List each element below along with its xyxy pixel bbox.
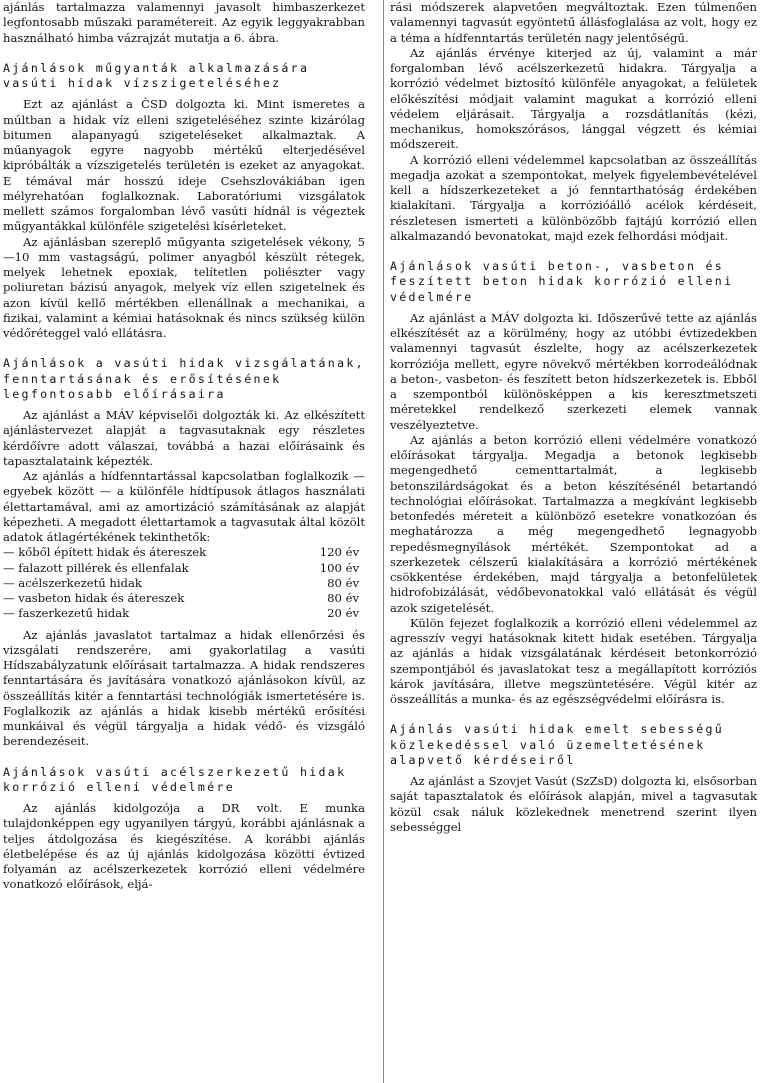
list-item-label: — faszerkezetű hidak (3, 606, 129, 621)
paragraph: ajánlás tartalmazza valamennyi javasolt himbaszerkezet legfontosabb műszaki paramétereit. Az egyik leggyakrabban használható himba vázrajzát mutatja a 6. ábra. (3, 0, 365, 45)
section-heading: Ajánlások vasúti beton-, vasbeton és feszített beton hidak korrózió elleni védelmére (390, 259, 734, 304)
paragraph: Az ajánlást a Szovjet Vasút (SzZsD) dolgozta ki, elsősorban saját tapasztalatok és előírások alapján, mivel a tagvasutak közül csak náluk közlekednek menetrend szerint ilyen sebességgel (390, 774, 757, 834)
paragraph: Az ajánlás a hídfenntartással kapcsolatban foglalkozik — egyebek között — a különféle hídtípusok átlagos használati élettartamával, ami az amortizáció számításának az alapját képezheti. A megadott élettartamok a tagvasutak által közölt adatok átlagértékének tekinthetők: (3, 469, 365, 544)
list-item-value: 20 év (327, 606, 359, 621)
column-divider (383, 0, 384, 1083)
list-item-value: 100 év (319, 560, 359, 575)
paragraph: Az ajánlást a MÁV dolgozta ki. Időszerűvé tette az ajánlás elkészítését az a körülmény, hogy az utóbbi évtizedekben valamennyi tagvasút észlelte, hogy az acélszerkezetek korróziója mellett, egyre növekvő mértékben korrodeálódnak a beton-, vasbeton- és feszített beton hídszerkezetek is. Ebből a szempontból különösképpen a kis keresztmetszeti méretekkel rendelkező szerkezeti elemek vannak veszélyeztetve. (390, 310, 757, 432)
lifetime-list (3, 545, 365, 621)
left-column (3, 0, 365, 893)
paragraph: rási módszerek alapvetően megváltoztak. Ezen túlmenően valamennyi tagvasút egyöntetű állásfoglalása az volt, hogy ez a téma a hídfenntartás területén nagy jelentőségű. (390, 0, 757, 45)
right-column (390, 0, 757, 835)
section-heading: Ajánlás vasúti hidak emelt sebességű közlekedéssel való üzemeltetésének alapvető kérdéseiről (390, 722, 725, 767)
list-item-value: 80 év (327, 591, 359, 605)
list-item (3, 576, 365, 591)
section-heading: Ajánlások a vasúti hidak vizsgálatának, fenntartásának és erősítésének legfontosabb előírásaira (3, 356, 365, 401)
list-item-label: — acélszerkezetű hidak (3, 576, 142, 591)
list-item-value: 120 év (319, 545, 359, 560)
paragraph: Ezt az ajánlást a ČSD dolgozta ki. Mint ismeretes a múltban a hidak víz elleni szigeteléséhez szinte kizárólag bitumen alapanyagú szigeteléseket alkalmaztak. A műanyagok egyre nagyobb mértékű elterjedésével kipróbálták a vízszigetelés területén is ezeket az anyagokat. E témával már hosszú ideje Csehszlovákiában igen mélyrehatóan foglalkoznak. Laboratóriumi vizsgálatok mellett számos forgalomban lévő vasúti hídnál is végeztek műgyantákkal különféle szigetelési kísérleteket. (3, 97, 365, 234)
list-item-label: — vasbeton hidak és átereszek (3, 591, 184, 606)
paragraph: Az ajánlás kidolgozója a DR volt. E munka tulajdonképpen egy ugyanilyen tárgyú, korábbi ajánlásnak a teljes átdolgozása és kiegészítése. A korábbi ajánlás életbelépése és az új ajánlás kidolgozása közötti évtized folyamán az acélszerkezetek korrózió elleni védelmére vonatkozó előírások, eljá- (3, 801, 365, 892)
paragraph: Az ajánlásban szereplő műgyanta szigetelések vékony, 5—10 mm vastagságú, polimer anyagból készült rétegek, melyek lehetnek epoxiak, telítetlen poliészter vagy poliuretan bázisú anyagok, melyek víz ellen szigetelnek és azon kívül kellő mértékben ellenállnak a mechanikai, a fizikai, valamint a kémiai hatásoknak és nincs szükség külön védőréteggel való ellátásra. (3, 234, 365, 340)
section-heading: Ajánlások műgyanták alkalmazására vasúti hidak vízszigeteléséhez (3, 60, 310, 90)
paragraph: Az ajánlás javaslatot tartalmaz a hidak ellenőrzési és vizsgálati rendszerére, ami gyakorlatilag a vasúti Hídszabályzatunk előírásait tartalmazza. A hidak rendszeres fenntartására és javítására vonatkozó ajánlásokon kívül, az összeállítás kitér a fenntartási technológiák ismertetésére is. Foglalkozik az ajánlás a hidak kisebb mértékű erősítési munkáival és végül tárgyalja a hidak védő- és vizsgáló berendezéseit. (3, 627, 365, 749)
list-item-label: — kőből épített hidak és átereszek (3, 545, 206, 560)
list-item (3, 545, 365, 560)
list-item-value: 80 év (327, 575, 359, 590)
paragraph: Az ajánlást a MÁV képviselői dolgozták ki. Az elkészített ajánlástervezet alapját a tagvasutaknak egy részletes kérdőívre adott válaszai, továbbá a hazai előírásaink és tapasztalataink képezték. (3, 408, 365, 468)
paragraph: Az ajánlás érvénye kiterjed az új, valamint a már forgalomban lévő acélszerkezetű hidakra. Tárgyalja a korrózió védelmet biztosító különféle anyagokat, a felületek előkészítési módjait valamint magukat a korrózió elleni védelem eljárásait. Tárgyalja a rozsdátlanítás (kézi, mechanikus, homokszórásos, lánggal végzett és kémiai módszereit. (390, 45, 757, 152)
paragraph: A korrózió elleni védelemmel kapcsolatban az összeállítás megadja azokat a szempontokat, melyek figyelembevételével kell a hídszerkezeteket a jó fenntarthatóság érdekében kialakítani. Tárgyalja a korrózióálló acélok kérdéseit, részletesen ismerteti a különbözőbb fajtájú korrózió ellen alkalmazandó bevonatokat, majd ezek felhordási módjait. (390, 152, 757, 243)
paragraph: Külön fejezet foglalkozik a korrózió elleni védelemmel az agresszív vegyi hatásoknak kitett hidak esetében. Tárgyalja az ajánlás a hidak vizsgálatának kérdéseit betonkorrózió szempontjából és javaslatokat tesz a megállapított korróziós károk javítására, illetve megszüntetésére. Végül kitér az összeállítás a munka- és az egészségvédelmi előírásra is. (390, 615, 757, 706)
list-item-label: — falazott pillérek és ellenfalak (3, 561, 189, 576)
paragraph: Az ajánlás a beton korrózió elleni védelmére vonatkozó előírásokat tárgyalja. Megadja a betonok legkisebb megengedhető cementtartalmát, a legkisebb betonszilárdságokat és a beton készítésénél betartandó technológiai előírásokat. Tartalmazza a megkívánt legkisebb betonfedés méreteit a különböző esetekre vonatkozóan és meghatározza a még megengedhető legnagyobb repedésmegnyílások mértékét. Szempontokat ad a szerkezetek célszerű kialakítására a korrózió mértékének csökkentése érdekében, majd tárgyalja a betonfelületek hidrofobizálását, védőbevonatokkal való ellátását és végül azok szigetelését. (390, 432, 757, 615)
list-item (3, 591, 365, 606)
list-item (3, 606, 365, 621)
list-item (3, 561, 365, 576)
section-heading: Ajánlások vasúti acélszerkezetű hidak korrózió elleni védelmére (3, 764, 347, 794)
